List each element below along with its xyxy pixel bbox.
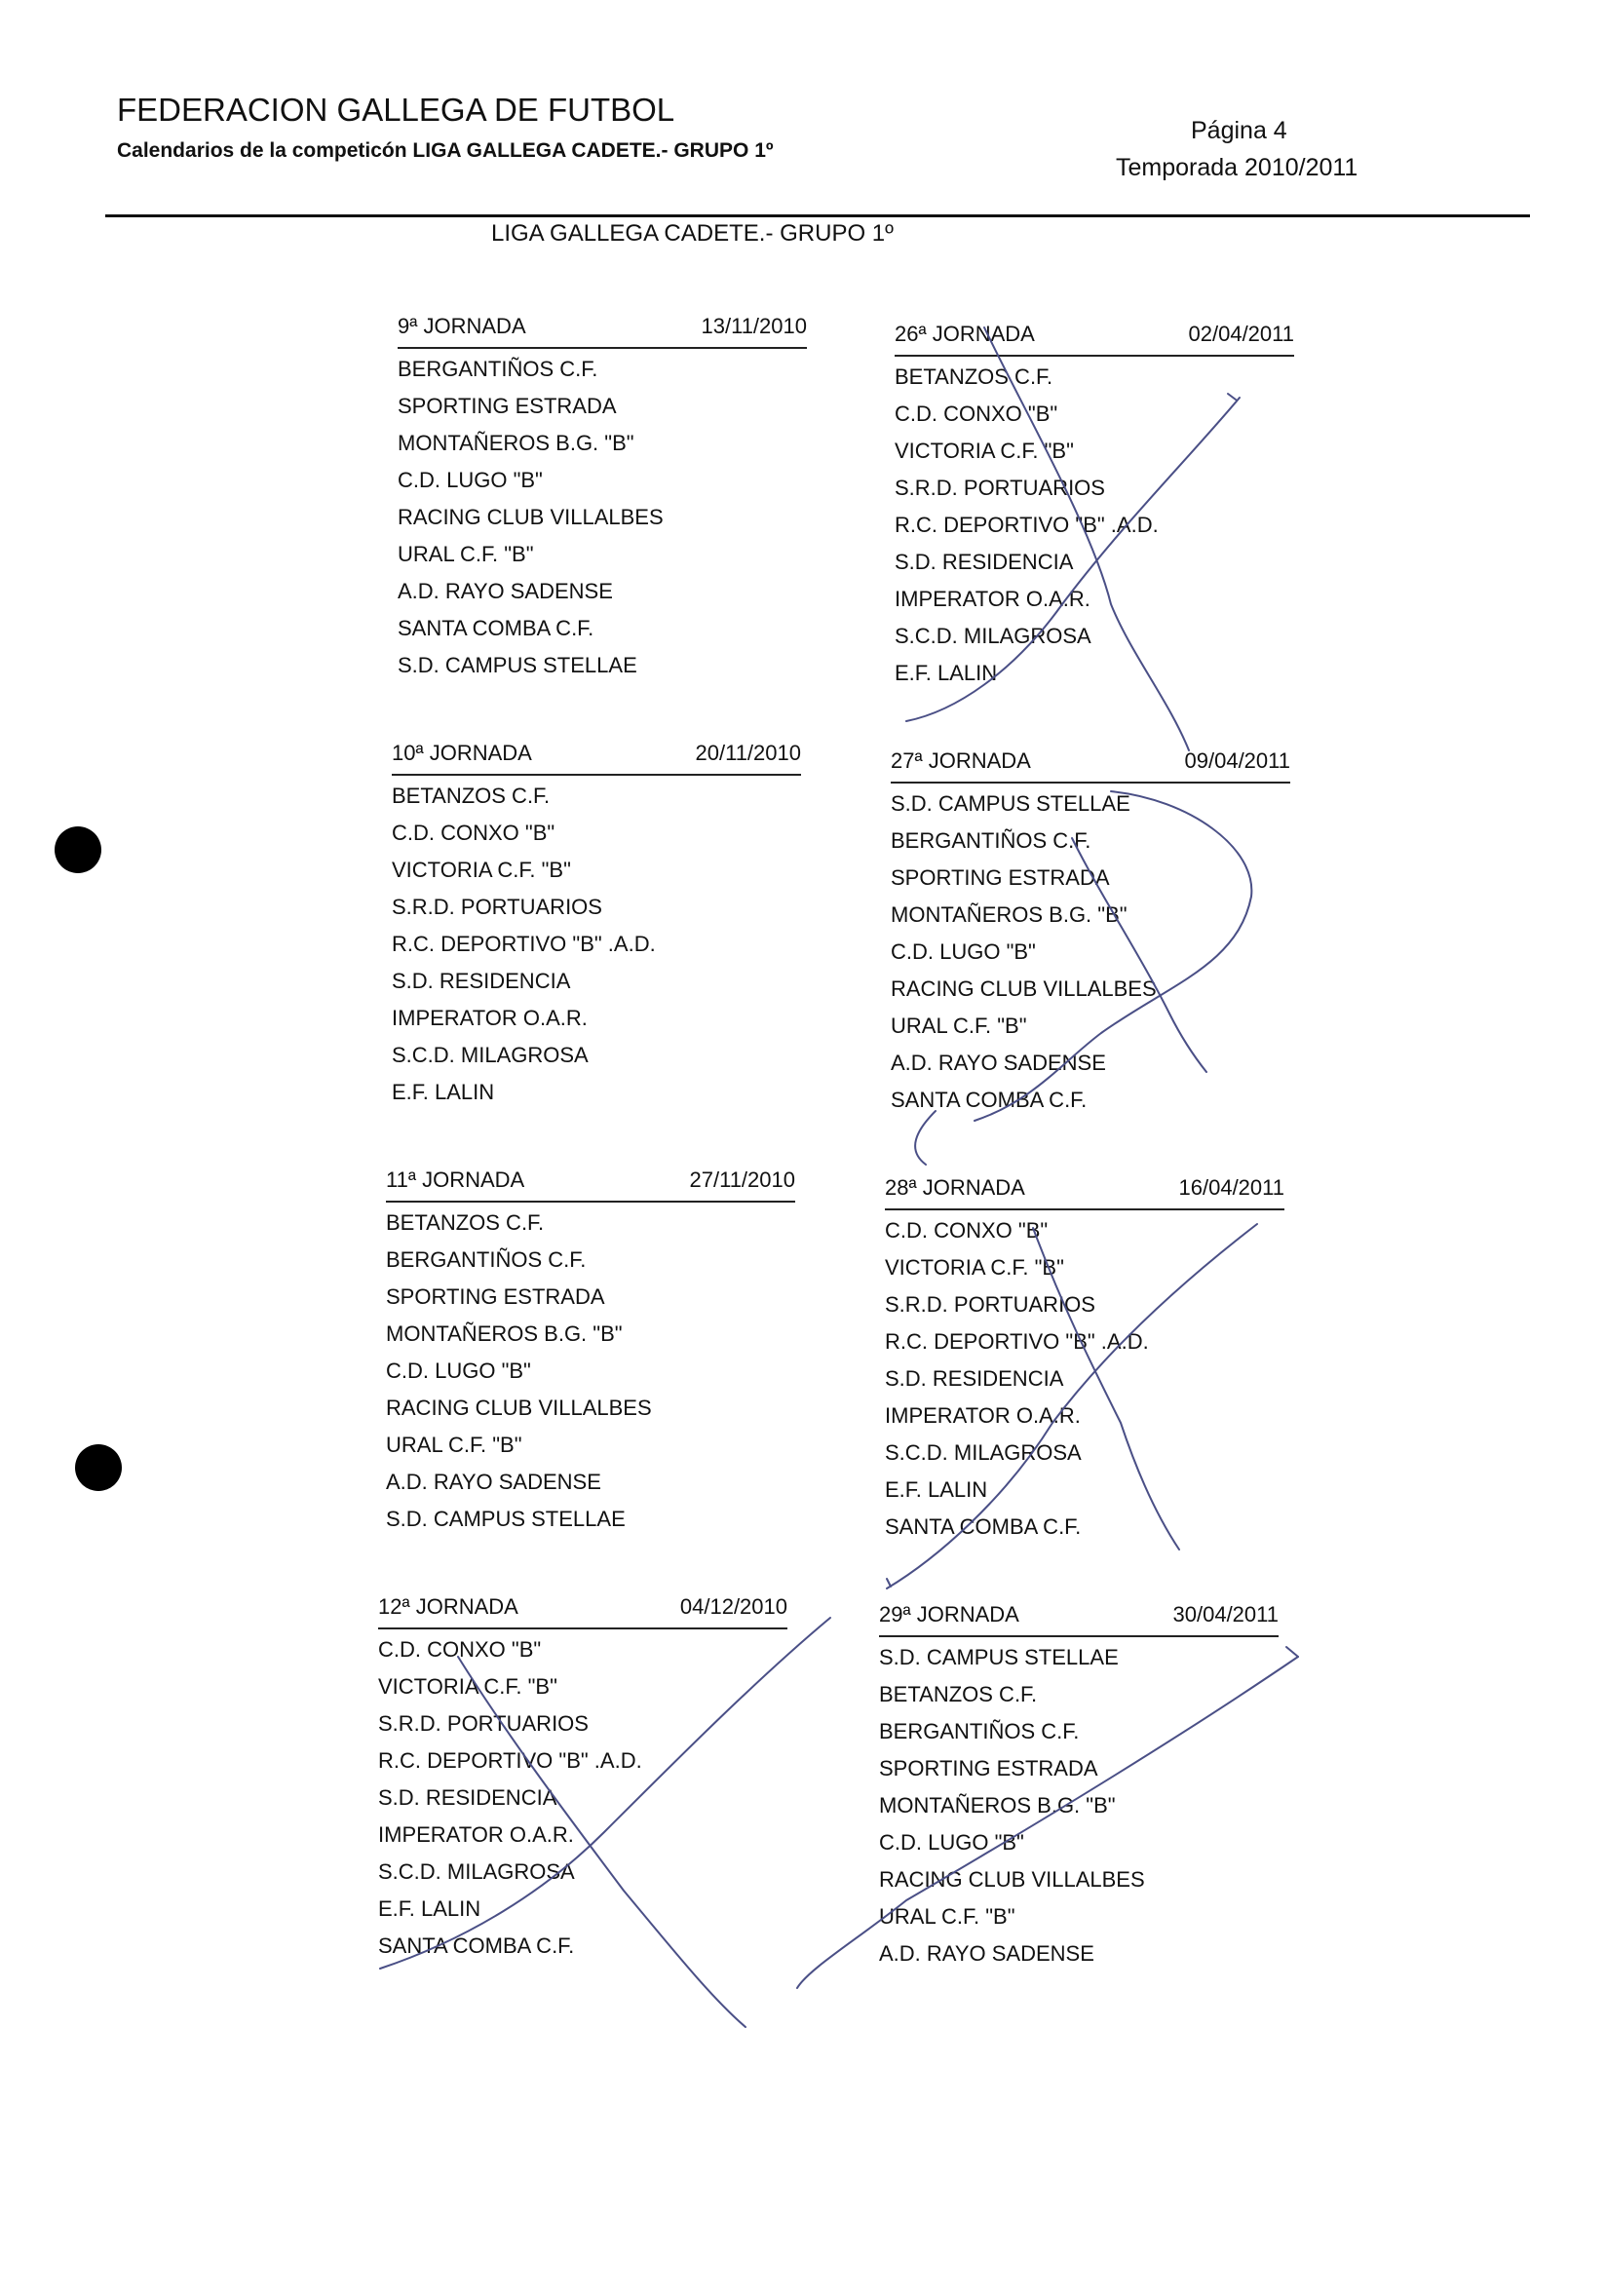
jornada-label: 12ª JORNADA bbox=[378, 1594, 518, 1619]
cross-out-stroke bbox=[1286, 1647, 1298, 1657]
team-entry: S.R.D. PORTUARIOS bbox=[392, 895, 602, 919]
header-divider bbox=[105, 214, 1530, 217]
jornada-label: 27ª JORNADA bbox=[891, 748, 1031, 773]
team-entry: S.D. CAMPUS STELLAE bbox=[879, 1645, 1119, 1669]
team-entry: R.C. DEPORTIVO "B" .A.D. bbox=[885, 1329, 1149, 1354]
team-entry: E.F. LALIN bbox=[895, 661, 998, 685]
jornada-divider bbox=[398, 347, 807, 349]
team-entry: VICTORIA C.F. "B" bbox=[378, 1674, 557, 1699]
team-entry: R.C. DEPORTIVO "B" .A.D. bbox=[378, 1748, 642, 1773]
team-entry: S.C.D. MILAGROSA bbox=[885, 1440, 1082, 1465]
jornada-date: 09/04/2011 bbox=[1184, 748, 1290, 773]
team-entry: E.F. LALIN bbox=[885, 1477, 988, 1502]
jornada-label: 10ª JORNADA bbox=[392, 741, 532, 765]
team-entry: BETANZOS C.F. bbox=[392, 784, 551, 808]
team-entry: C.D. LUGO "B" bbox=[879, 1830, 1024, 1855]
team-entry: S.D. CAMPUS STELLAE bbox=[398, 653, 637, 677]
team-entry: S.D. RESIDENCIA bbox=[895, 550, 1074, 574]
team-entry: A.D. RAYO SADENSE bbox=[879, 1941, 1094, 1966]
team-entry: BETANZOS C.F. bbox=[879, 1682, 1038, 1706]
jornada-block bbox=[891, 748, 1290, 1119]
jornada-divider bbox=[891, 782, 1290, 784]
team-entry: IMPERATOR O.A.R. bbox=[392, 1006, 588, 1030]
team-entry: C.D. CONXO "B" bbox=[895, 402, 1058, 426]
cross-out-stroke bbox=[915, 1111, 936, 1165]
jornada-divider bbox=[879, 1635, 1279, 1637]
jornada-label: 11ª JORNADA bbox=[386, 1167, 525, 1192]
team-entry: S.D. CAMPUS STELLAE bbox=[891, 791, 1130, 816]
team-entry: BERGANTIÑOS C.F. bbox=[879, 1719, 1080, 1743]
team-entry: VICTORIA C.F. "B" bbox=[885, 1255, 1064, 1280]
jornada-block bbox=[885, 1175, 1284, 1546]
team-entry: R.C. DEPORTIVO "B" .A.D. bbox=[895, 513, 1159, 537]
team-entry: SPORTING ESTRADA bbox=[891, 865, 1110, 890]
team-entry: VICTORIA C.F. "B" bbox=[392, 858, 571, 882]
team-entry: S.C.D. MILAGROSA bbox=[392, 1043, 589, 1067]
competition-subtitle: Calendarios de la competicón LIGA GALLEGA CADETE.- GRUPO 1º bbox=[117, 139, 774, 162]
team-entry: S.D. RESIDENCIA bbox=[885, 1366, 1064, 1391]
team-entry: SANTA COMBA C.F. bbox=[378, 1933, 575, 1958]
team-entry: C.D. CONXO "B" bbox=[378, 1637, 542, 1662]
jornada-block bbox=[378, 1594, 787, 1965]
team-entry: MONTAÑEROS B.G. "B" bbox=[398, 431, 634, 455]
team-entry: S.D. CAMPUS STELLAE bbox=[386, 1507, 626, 1531]
team-entry: RACING CLUB VILLALBES bbox=[398, 505, 664, 529]
team-entry: S.R.D. PORTUARIOS bbox=[895, 476, 1105, 500]
jornada-date: 13/11/2010 bbox=[701, 314, 807, 338]
group-title: LIGA GALLEGA CADETE.- GRUPO 1º bbox=[491, 220, 894, 247]
team-entry: URAL C.F. "B" bbox=[891, 1014, 1027, 1038]
team-entry: SANTA COMBA C.F. bbox=[891, 1088, 1088, 1112]
team-entry: VICTORIA C.F. "B" bbox=[895, 439, 1074, 463]
team-entry: URAL C.F. "B" bbox=[386, 1433, 522, 1457]
jornada-date: 20/11/2010 bbox=[695, 741, 801, 765]
team-entry: SPORTING ESTRADA bbox=[398, 394, 617, 418]
jornada-label: 28ª JORNADA bbox=[885, 1175, 1025, 1200]
team-entry: RACING CLUB VILLALBES bbox=[879, 1867, 1145, 1892]
jornada-block bbox=[895, 322, 1294, 692]
jornada-date: 27/11/2010 bbox=[689, 1167, 795, 1192]
team-entry: E.F. LALIN bbox=[378, 1896, 481, 1921]
team-entry: S.R.D. PORTUARIOS bbox=[885, 1292, 1095, 1317]
team-entry: A.D. RAYO SADENSE bbox=[398, 579, 613, 603]
team-entry: URAL C.F. "B" bbox=[398, 542, 534, 566]
jornada-block bbox=[392, 741, 801, 1111]
jornada-date: 30/04/2011 bbox=[1172, 1602, 1279, 1626]
team-entry: R.C. DEPORTIVO "B" .A.D. bbox=[392, 932, 656, 956]
team-entry: SPORTING ESTRADA bbox=[386, 1284, 605, 1309]
team-entry: RACING CLUB VILLALBES bbox=[891, 976, 1157, 1001]
team-entry: RACING CLUB VILLALBES bbox=[386, 1396, 652, 1420]
team-entry: C.D. CONXO "B" bbox=[392, 821, 555, 845]
team-entry: S.C.D. MILAGROSA bbox=[895, 624, 1091, 648]
team-entry: BETANZOS C.F. bbox=[386, 1210, 545, 1235]
jornada-divider bbox=[378, 1627, 787, 1629]
team-entry: SANTA COMBA C.F. bbox=[885, 1514, 1082, 1539]
jornada-date: 16/04/2011 bbox=[1178, 1175, 1284, 1200]
jornada-divider bbox=[885, 1208, 1284, 1210]
team-entry: S.D. RESIDENCIA bbox=[392, 969, 571, 993]
jornada-block bbox=[398, 314, 807, 684]
jornada-label: 9ª JORNADA bbox=[398, 314, 526, 338]
season-label: Temporada 2010/2011 bbox=[1116, 154, 1358, 181]
jornada-divider bbox=[895, 355, 1294, 357]
team-entry: IMPERATOR O.A.R. bbox=[378, 1822, 574, 1847]
team-entry: C.D. LUGO "B" bbox=[386, 1358, 531, 1383]
page-number: Página 4 bbox=[1191, 117, 1287, 144]
team-entry: S.C.D. MILAGROSA bbox=[378, 1859, 575, 1884]
team-entry: C.D. CONXO "B" bbox=[885, 1218, 1049, 1243]
jornada-divider bbox=[386, 1201, 795, 1203]
team-entry: BETANZOS C.F. bbox=[895, 364, 1053, 389]
jornada-date: 04/12/2010 bbox=[679, 1594, 787, 1619]
team-entry: SPORTING ESTRADA bbox=[879, 1756, 1098, 1780]
jornada-block bbox=[879, 1602, 1279, 1972]
jornada-divider bbox=[392, 774, 801, 776]
jornada-date: 02/04/2011 bbox=[1188, 322, 1294, 346]
team-entry: C.D. LUGO "B" bbox=[891, 939, 1036, 964]
team-entry: URAL C.F. "B" bbox=[879, 1904, 1015, 1929]
team-entry: S.R.D. PORTUARIOS bbox=[378, 1711, 589, 1736]
team-entry: A.D. RAYO SADENSE bbox=[891, 1051, 1106, 1075]
federation-title: FEDERACION GALLEGA DE FUTBOL bbox=[117, 92, 675, 128]
jornada-label: 29ª JORNADA bbox=[879, 1602, 1019, 1626]
team-entry: BERGANTIÑOS C.F. bbox=[398, 357, 598, 381]
team-entry: A.D. RAYO SADENSE bbox=[386, 1470, 601, 1494]
jornada-label: 26ª JORNADA bbox=[895, 322, 1035, 346]
punch-hole bbox=[75, 1444, 122, 1491]
team-entry: MONTAÑEROS B.G. "B" bbox=[891, 902, 1128, 927]
team-entry: IMPERATOR O.A.R. bbox=[895, 587, 1090, 611]
team-entry: E.F. LALIN bbox=[392, 1080, 495, 1104]
team-entry: MONTAÑEROS B.G. "B" bbox=[879, 1793, 1116, 1818]
team-entry: SANTA COMBA C.F. bbox=[398, 616, 594, 640]
jornada-block bbox=[386, 1167, 795, 1538]
team-entry: MONTAÑEROS B.G. "B" bbox=[386, 1321, 623, 1346]
team-entry: BERGANTIÑOS C.F. bbox=[386, 1247, 587, 1272]
team-entry: C.D. LUGO "B" bbox=[398, 468, 543, 492]
team-entry: BERGANTIÑOS C.F. bbox=[891, 828, 1091, 853]
team-entry: IMPERATOR O.A.R. bbox=[885, 1403, 1081, 1428]
cross-out-stroke bbox=[887, 1579, 891, 1587]
punch-hole bbox=[55, 826, 101, 873]
team-entry: S.D. RESIDENCIA bbox=[378, 1785, 557, 1810]
